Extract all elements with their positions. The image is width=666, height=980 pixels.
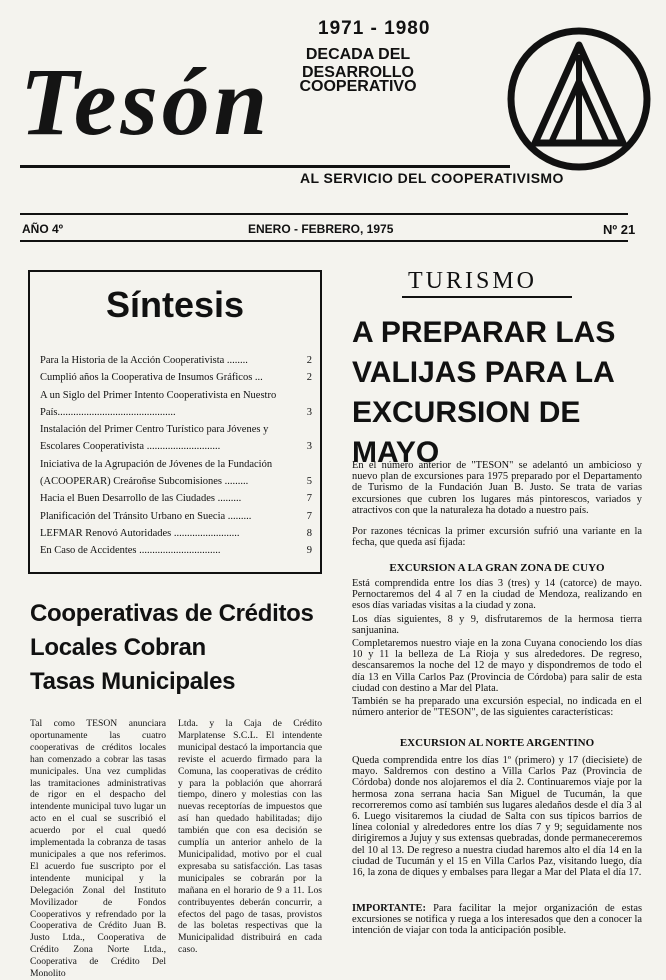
issue-number: Nº 21 bbox=[603, 222, 636, 237]
cooperative-logo-icon bbox=[505, 25, 653, 173]
toc-item: A un Siglo del Primer Intento Cooperativista en Nuestro País............................................. 3 bbox=[40, 389, 312, 418]
left-article-column-1: Tal como TESON anunciara oportunamente las cuatro cooperativas de créditos locales han comenzado a cobrar las tasas municipales. Una vez cumplidas las tramitaciones administrativas de rigor en el despacho del intendente municipal tuvo lugar un acto en el cual se suscribió el acuerdo por el cual quedó implementada la cobranza de tasas municipales a que nos referimos. El acuerdo fue suscripto por el intendente municipal y la Delegación Zonal del Instituto Movilizador de Fondos Cooperativos y refrendado por la Cooperativa de Crédito Juan B. Justo Ltda., Cooperativa de Crédito Zona Norte Ltda., Cooperativa de Crédito Del Monolito bbox=[30, 718, 166, 980]
toc-item: Para la Historia de la Acción Cooperativista ........ 2 bbox=[40, 355, 312, 366]
paragraph: En el número anterior de "TESON" se adelantó un ambicioso y nuevo plan de excursiones para 1975 preparado por el Departamento de Turismo de la Fundación Juan B. Justo. Se trata de varias excursiones que cubren los lugares más pintorescos, variados y atractivos con que la naturaleza ha dotado a nuestro país. bbox=[352, 460, 642, 516]
sintesis-contents bbox=[40, 352, 312, 560]
toc-item: Cumplió años la Cooperativa de Insumos Gráficos ... 2 bbox=[40, 372, 312, 384]
decade-line-1: DECADA DEL DESARROLLO bbox=[302, 46, 414, 81]
left-headline-line-1: Cooperativas de Créditos bbox=[30, 600, 314, 627]
issue-rule-top bbox=[20, 213, 628, 215]
main-headline-line-2: VALIJAS PARA LA bbox=[352, 356, 615, 389]
main-headline bbox=[352, 313, 642, 473]
masthead-rule bbox=[20, 165, 510, 168]
toc-item: Hacia el Buen Desarrollo de las Ciudades ......... 7 bbox=[40, 493, 312, 505]
toc-item: Planificación del Tránsito Urbano en Suecia ......... 7 bbox=[40, 510, 312, 522]
masthead-subtitle: AL SERVICIO DEL COOPERATIVISMO bbox=[300, 170, 564, 186]
left-headline-line-3: Tasas Municipales bbox=[30, 668, 236, 695]
main-headline-line-3: EXCURSION DE MAYO bbox=[352, 396, 581, 469]
decade-line-2: COOPERATIVO bbox=[299, 78, 417, 95]
paragraph: Completaremos nuestro viaje en la zona Cuyana conociendo los días 10 y 11 la belleza de La Rioja y sus alrededores. De regreso, descansaremos la noche del 12 de mayo y dispondremos de todo el día 13 en Villa Carlos Paz (Provincia de Córdoba) para salir de esta ciudad con destino a Mar del Plata. bbox=[352, 638, 642, 694]
paragraph: Queda comprendida entre los días 1º (primero) y 17 (diecisiete) de mayo. Saldremos con destino a Villa Carlos Paz (Provincia de Córdoba) donde nos alojaremos el día 2. Continuaremos viaje por la hermosa zona serrana hacia San Miguel de Tucumán, la que recorreremos como así también sus lugares aledaños desde el día 3 al 6. Luego visitaremos la ciudad de Salta con sus típicos barrios de línea colonial y alrededores entre los días 7 y 9; seguidamente nos dirigiremos a Jujuy y sus extensas quebradas, donde permaneceremos del 10 al 13. De regreso a nuestra ciudad haremos alto el día 14 en la ciudad de Tucumán y el 15 en Villa Carlos Paz, visitando luego, día 16, la zona de diques y embalses para llegar a Mar del Plata el día 17. bbox=[352, 755, 642, 879]
sintesis-box bbox=[28, 270, 322, 574]
paragraph: Está comprendida entre los días 3 (tres) y 14 (catorce) de mayo. Pernoctaremos del 4 al 7 en la ciudad de Mendoza, realizando en esos días variadas visitas a la ciudad y zona. bbox=[352, 578, 642, 612]
left-article-column-2: Ltda. y la Caja de Crédito Marplatense S.C.L. El intendente municipal destacó la importancia que reviste el acuerdo firmado para la Comuna, las cooperativas de crédito y para la población que ahorrará tiempo, dinero y molestias con las nuevas receptorías de impuestos que así han quedado habilitadas; dijo también que con esa decisión se cumplía un anterior anhelo de la Municipalidad, motivo por el cual expresaba su satisfacción. Las tasas municipales se cobrarán por la mañana en el horario de 9 a 11. Los contribuyentes deberán concurrir, a efectos del pago de tasas, provistos de las boletas respectivas que la Municipalidad distribuirá en cada caso. bbox=[178, 718, 322, 956]
decade-years: 1971 - 1980 bbox=[318, 18, 431, 39]
section-label: TURISMO bbox=[408, 268, 538, 294]
left-article-headline bbox=[30, 597, 314, 699]
paragraph: Los días siguientes, 8 y 9, disfrutaremos de la hermosa tierra sanjuanina. bbox=[352, 614, 642, 637]
masthead-title: Tesón bbox=[20, 48, 272, 155]
subheading-norte: EXCURSION AL NORTE ARGENTINO bbox=[399, 737, 595, 749]
section-rule bbox=[402, 296, 572, 298]
important-text: Para facilitar la mejor organización de estas excursiones se notifica y ruega a los interesados que den a conocer la intención de viajar con toda la anticipación posible. bbox=[352, 903, 643, 937]
paragraph: También se ha preparado una excursión especial, no indicada en el número anterior de "TESON", de las siguientes características: bbox=[352, 696, 642, 719]
toc-item: Instalación del Primer Centro Turístico para Jóvenes y Escolares Cooperativista ............................ 3 bbox=[40, 424, 312, 453]
paragraph-important bbox=[352, 903, 642, 937]
issue-rule-bottom bbox=[20, 240, 628, 242]
toc-item: Iniciativa de la Agrupación de Jóvenes de la Fundación (ACOOPERAR) Creároñse Subcomisiones ......... 5 bbox=[40, 458, 312, 488]
paragraph: Por razones técnicas la primer excursión sufrió una variante en la fecha, que queda así fijada: bbox=[352, 526, 642, 549]
main-headline-line-1: A PREPARAR LAS bbox=[352, 316, 616, 349]
toc-item: LEFMAR Renovó Autoridades ......................... 8 bbox=[40, 527, 312, 539]
important-label: IMPORTANTE: bbox=[352, 903, 426, 914]
toc-item: En Caso de Accidentes ............................... 9 bbox=[40, 545, 312, 557]
sintesis-title: Síntesis bbox=[105, 284, 245, 325]
issue-date: ENERO - FEBRERO, 1975 bbox=[248, 222, 394, 236]
subheading-cuyo: EXCURSION A LA GRAN ZONA DE CUYO bbox=[389, 562, 605, 574]
left-headline-line-2: Locales Cobran bbox=[30, 634, 206, 661]
issue-year: AÑO 4º bbox=[22, 222, 64, 236]
